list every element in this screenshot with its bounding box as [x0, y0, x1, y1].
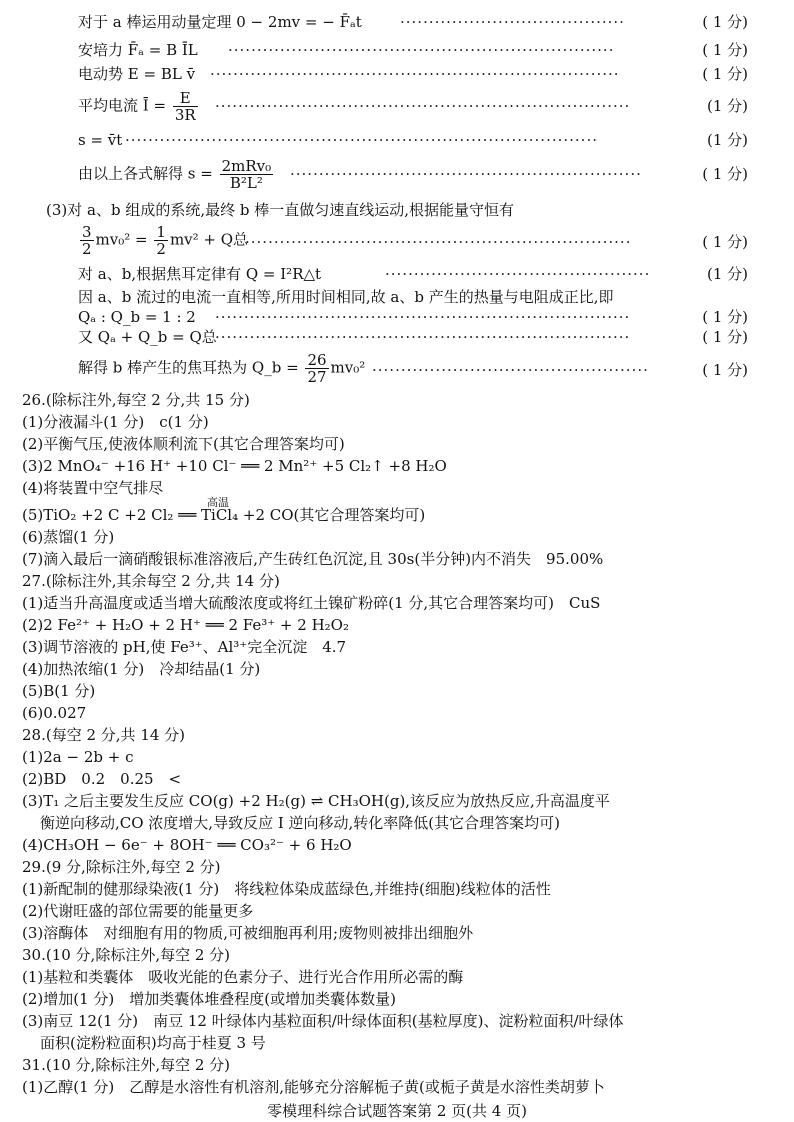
fraction: $\frac{E}{3R}$ [174, 89, 196, 124]
fraction: $\frac{\text{2mRv₀}}{\text{B²L²}}$ [221, 157, 272, 192]
page-footer: 零模理科综合试题答案第 2 页(共 4 页) [267, 1102, 527, 1120]
reaction-condition: 高温 [207, 496, 229, 509]
fraction: $\frac{3}{2}$ [82, 223, 92, 258]
fraction: $\frac{26}{27}$ [307, 351, 327, 386]
fraction: $\frac{1}{2}$ [156, 223, 166, 258]
